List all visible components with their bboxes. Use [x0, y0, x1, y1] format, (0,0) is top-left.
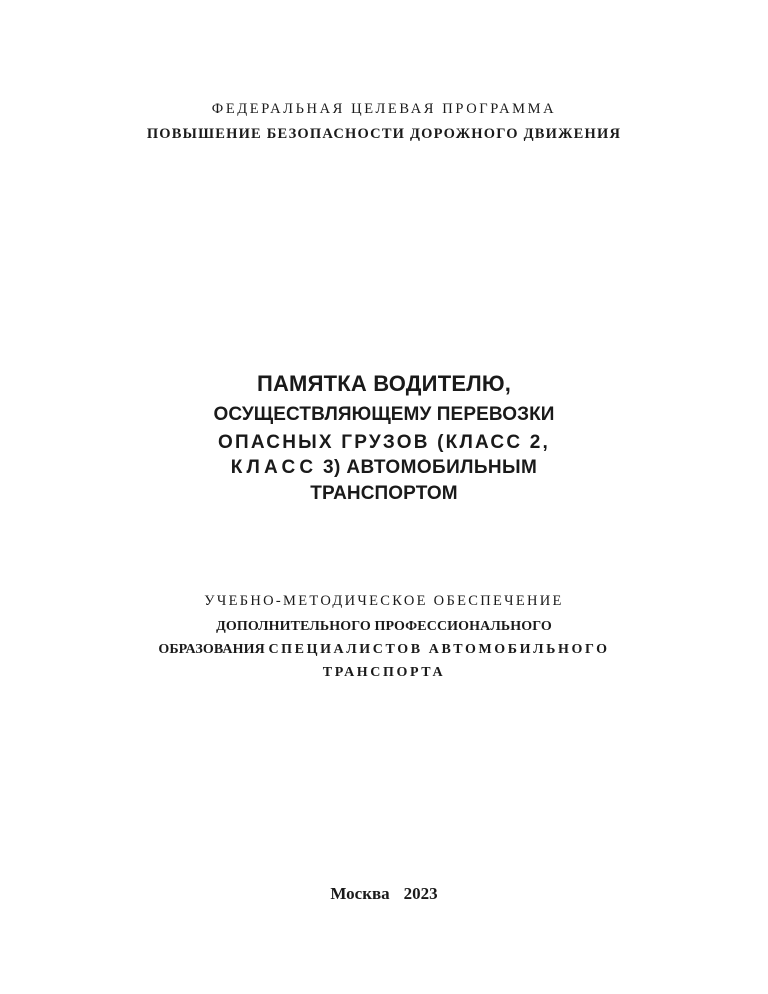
subtitle-line-2: ДОПОЛНИТЕЛЬНОГО ПРОФЕССИОНАЛЬНОГО: [216, 619, 552, 634]
title-line-5: ТРАНСПОРТОМ: [310, 483, 458, 504]
program-name: ФЕДЕРАЛЬНАЯ ЦЕЛЕВАЯ ПРОГРАММА: [211, 101, 557, 117]
subtitle-line-3-end: СПЕЦИАЛИСТОВ АВТОМОБИЛЬНОГО: [268, 642, 610, 657]
publication-year: 2023: [403, 884, 438, 903]
subtitle-line-3-start: ОБРАЗОВАНИЯ: [158, 642, 269, 657]
publication-city: Москва: [330, 884, 390, 903]
title-line-4: [0, 457, 768, 479]
title-line-4-rest: 3) АВТОМОБИЛЬНЫМ: [317, 457, 538, 478]
subtitle-line-1: УЧЕБНО-МЕТОДИЧЕСКОЕ ОБЕСПЕЧЕНИЕ: [204, 593, 564, 609]
subtitle-line-3: [0, 642, 768, 658]
subtitle-line-4: ТРАНСПОРТА: [322, 665, 446, 680]
program-subtitle: ПОВЫШЕНИЕ БЕЗОПАСНОСТИ ДОРОЖНОГО ДВИЖЕНИЯ: [146, 126, 622, 142]
publication-info: [0, 884, 768, 904]
title-line-2: ОСУЩЕСТВЛЯЮЩЕМУ ПЕРЕВОЗКИ: [213, 404, 555, 425]
title-line-1: ПАМЯТКА ВОДИТЕЛЮ,: [256, 371, 512, 396]
title-line-4-class: КЛАСС: [230, 457, 318, 478]
title-line-3: ОПАСНЫХ ГРУЗОВ (КЛАСС 2,: [218, 432, 550, 453]
